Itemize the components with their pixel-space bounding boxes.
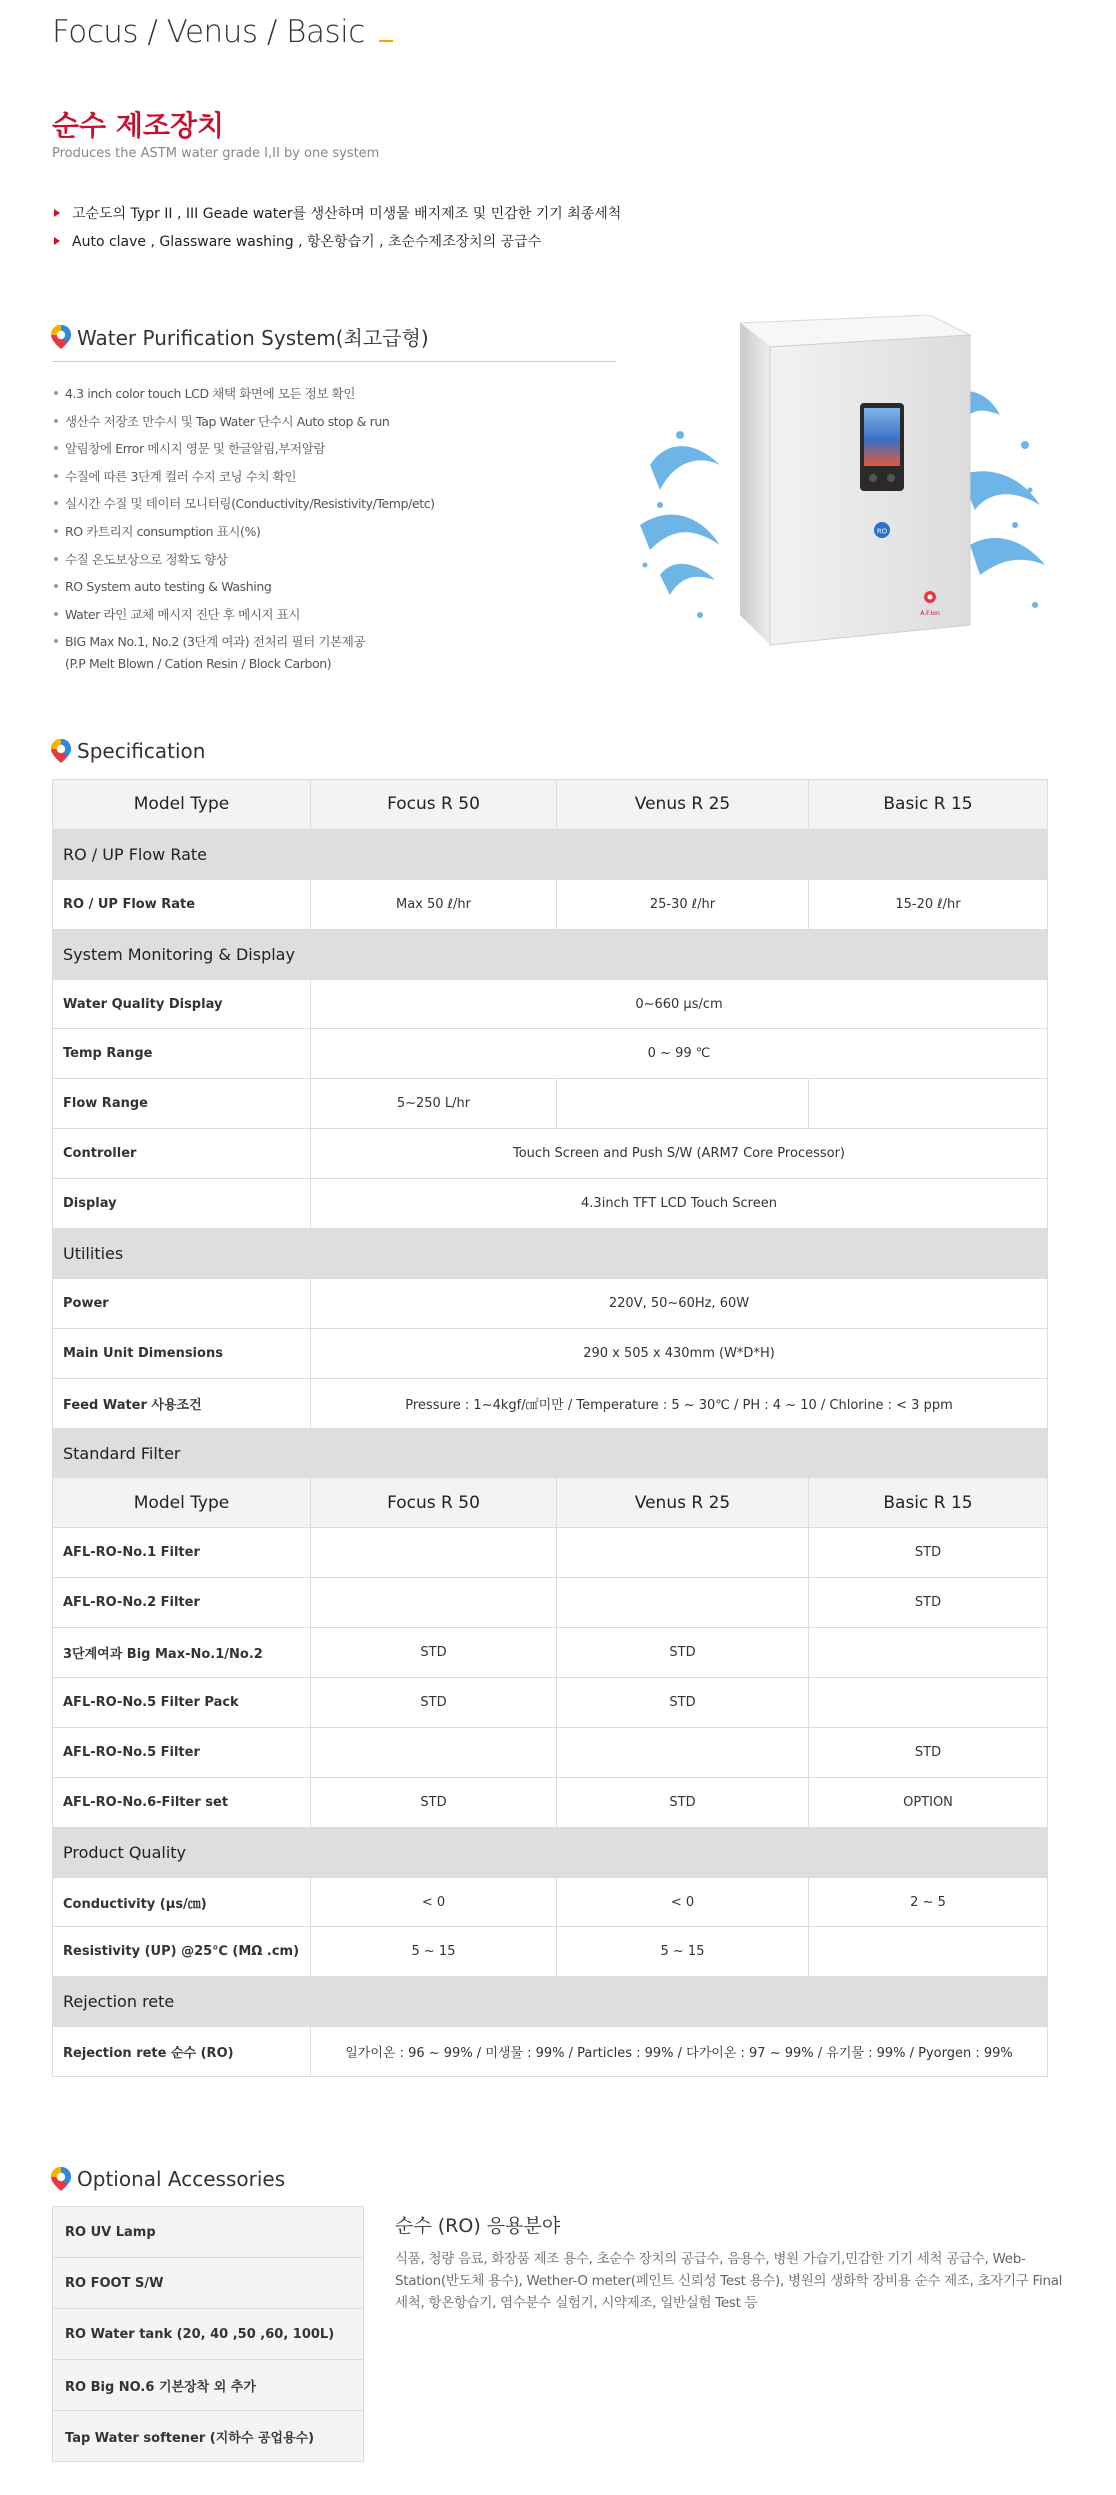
bullet-dot-icon — [54, 419, 58, 423]
row-value: STD — [809, 1528, 1048, 1578]
table-row — [53, 1927, 1048, 1977]
row-value — [557, 1578, 809, 1628]
header-cell: Basic R 15 — [809, 780, 1048, 830]
specification-table — [52, 779, 1048, 2077]
row-value: 일가이온 : 96 ~ 99% / 미생물 : 99% / Particles : 99% / 다가이온 : 97 ~ 99% / 유기물 : 99% / Pyorgen : 99% — [311, 2027, 1048, 2077]
row-label: Power — [53, 1278, 311, 1328]
row-label: AFL-RO-No.2 Filter — [53, 1578, 311, 1628]
row-value — [809, 1678, 1048, 1728]
bullet-dot-icon — [54, 612, 58, 616]
feature-item: RO 카트리지 consumption 표시(%) — [54, 518, 435, 546]
feature-sub: (P.P Melt Blown / Cation Resin / Block Carbon) — [65, 655, 332, 671]
row-value — [557, 1727, 809, 1777]
row-label: 3단계여과 Big Max-No.1/No.2 — [53, 1628, 311, 1678]
row-value: 5~250 L/hr — [311, 1079, 557, 1129]
bullet-dot-icon — [54, 639, 58, 643]
bullet-dot-icon — [54, 557, 58, 561]
feature-item: RO System auto testing & Washing — [54, 573, 435, 601]
table-header-row — [53, 1478, 1048, 1528]
feature-item: 실시간 수질 및 데이터 모니터링(Conductivity/Resistivity/Temp/etc) — [54, 490, 435, 518]
subheading: Produces the ASTM water grade I,II by one system — [52, 146, 380, 161]
wps-title: Water Purification System(최고급형) — [77, 326, 429, 350]
bullet-dot-icon — [54, 446, 58, 450]
table-row — [53, 1777, 1048, 1827]
row-value: 290 x 505 x 430mm (W*D*H) — [311, 1328, 1048, 1378]
row-label: AFL-RO-No.1 Filter — [53, 1528, 311, 1578]
row-label: AFL-RO-No.6-Filter set — [53, 1777, 311, 1827]
header-cell: Focus R 50 — [311, 1478, 557, 1528]
header-cell: Basic R 15 — [809, 1478, 1048, 1528]
category-row — [53, 829, 1048, 879]
row-value: Pressure : 1~4kgf/㎠미만 / Temperature : 5 ~ 30℃ / PH : 4 ~ 10 / Chlorine : < 3 ppm — [311, 1378, 1048, 1428]
page-title-text: Focus / Venus / Basic — [52, 14, 365, 50]
category-row — [53, 1229, 1048, 1279]
category-label: System Monitoring & Display — [53, 929, 1048, 979]
row-label: Controller — [53, 1129, 311, 1179]
row-value: 5 ~ 15 — [557, 1927, 809, 1977]
divider — [52, 361, 616, 362]
row-label: Water Quality Display — [53, 979, 311, 1029]
row-label: Rejection rete 순수 (RO) — [53, 2027, 311, 2077]
row-value: STD — [311, 1678, 557, 1728]
bullet-dot-icon — [54, 584, 58, 588]
table-row — [53, 1278, 1048, 1328]
category-row — [53, 1428, 1048, 1478]
row-label: RO / UP Flow Rate — [53, 879, 311, 929]
table-row — [53, 1578, 1048, 1628]
accessory-row — [53, 2258, 364, 2309]
row-label: Feed Water 사용조건 — [53, 1378, 311, 1428]
row-value: OPTION — [809, 1777, 1048, 1827]
bullet-dot-icon — [54, 529, 58, 533]
table-row — [53, 1328, 1048, 1378]
row-label: Flow Range — [53, 1079, 311, 1129]
row-label: Conductivity (μs/㎝) — [53, 1877, 311, 1927]
main-heading: 순수 제조장치 — [52, 109, 225, 142]
table-row — [53, 1079, 1048, 1129]
category-row — [53, 1827, 1048, 1877]
wps-section-header — [50, 322, 429, 351]
application-text: 식품, 청량 음료, 화장품 제조 용수, 초순수 장치의 공급수, 음용수, 병원 가습기,민감한 기기 세척 공급수, Web-Station(반도체 용수), Wether-O meter(페인트 신뢰성 Test 용수), 병원의 생화학 장비용 순수 제조, 초자기구 Final 세척, 항온항습기, 염수분수 실험기, 시약제조, 일반실험 Test 등 — [395, 2251, 1063, 2311]
bullet-dot-icon — [54, 474, 58, 478]
row-value: 4.3inch TFT LCD Touch Screen — [311, 1179, 1048, 1229]
map-pin-icon — [50, 2166, 72, 2192]
row-value: Max 50 ℓ/hr — [311, 879, 557, 929]
table-row — [53, 1179, 1048, 1229]
device-brand: A.F.Ion — [920, 610, 940, 617]
table-row — [53, 1129, 1048, 1179]
accessory-item: RO FOOT S/W — [53, 2258, 364, 2309]
triangle-bullet-icon — [54, 209, 60, 217]
row-value — [557, 1528, 809, 1578]
row-value — [311, 1528, 557, 1578]
row-value: 25-30 ℓ/hr — [557, 879, 809, 929]
row-label: Resistivity (UP) @25℃ (MΩ .cm) — [53, 1927, 311, 1977]
category-label: Rejection rete — [53, 1977, 1048, 2027]
category-row — [53, 1977, 1048, 2027]
header-cell: Focus R 50 — [311, 780, 557, 830]
table-row — [53, 1628, 1048, 1678]
header-cell: Model Type — [53, 780, 311, 830]
accessory-row — [53, 2309, 364, 2360]
header-cell: Model Type — [53, 1478, 311, 1528]
feature-item: Water 라인 교체 메시지 진단 후 메시지 표시 — [54, 601, 435, 629]
accessory-item: RO UV Lamp — [53, 2207, 364, 2258]
row-label: AFL-RO-No.5 Filter Pack — [53, 1678, 311, 1728]
row-value — [809, 1927, 1048, 1977]
row-label: Display — [53, 1179, 311, 1229]
row-value: STD — [809, 1578, 1048, 1628]
header-cell: Venus R 25 — [557, 780, 809, 830]
row-value: 2 ~ 5 — [809, 1877, 1048, 1927]
row-value — [809, 1079, 1048, 1129]
title-underscore — [379, 40, 393, 42]
row-value: 0~660 μs/cm — [311, 979, 1048, 1029]
feature-item: 수질 온도보상으로 정확도 향상 — [54, 546, 435, 574]
feature-item: BIG Max No.1, No.2 (3단계 여과) 전처리 필터 기본제공 — [54, 628, 435, 656]
category-label: RO / UP Flow Rate — [53, 829, 1048, 879]
row-value: 220V, 50~60Hz, 60W — [311, 1278, 1048, 1328]
table-row — [53, 1528, 1048, 1578]
table-row — [53, 879, 1048, 929]
intro-item — [54, 228, 621, 256]
feature-item: 수질에 따른 3단계 컬러 수지 코닝 수치 확인 — [54, 463, 435, 491]
intro-list — [54, 200, 621, 256]
row-label: AFL-RO-No.5 Filter — [53, 1727, 311, 1777]
map-pin-icon — [50, 324, 72, 350]
row-value: < 0 — [311, 1877, 557, 1927]
accessories-table — [52, 2206, 364, 2462]
device-badge: RO — [876, 527, 888, 536]
header-cell: Venus R 25 — [557, 1478, 809, 1528]
page-title — [52, 14, 393, 50]
table-row — [53, 1727, 1048, 1777]
row-label: Temp Range — [53, 1029, 311, 1079]
table-row — [53, 1378, 1048, 1428]
table-row — [53, 1029, 1048, 1079]
intro-item-text: Auto clave , Glassware washing , 항온항습기 , 초순수제조장치의 공급수 — [72, 234, 542, 250]
feature-item: 알림창에 Error 메시지 영문 및 한글알림,부저알람 — [54, 435, 435, 463]
accessory-row — [53, 2360, 364, 2411]
row-value: STD — [557, 1628, 809, 1678]
spec-title: Specification — [77, 739, 206, 763]
table-row — [53, 979, 1048, 1029]
intro-item — [54, 200, 621, 228]
row-value: STD — [311, 1628, 557, 1678]
bullet-dot-icon — [54, 391, 58, 395]
accessory-row — [53, 2207, 364, 2258]
category-label: Product Quality — [53, 1827, 1048, 1877]
row-value: STD — [809, 1727, 1048, 1777]
category-label: Standard Filter — [53, 1428, 1048, 1478]
table-row — [53, 1877, 1048, 1927]
table-row — [53, 2027, 1048, 2077]
row-value — [809, 1628, 1048, 1678]
application-title: 순수 (RO) 응용분야 — [395, 2215, 561, 2237]
row-value: STD — [311, 1777, 557, 1827]
row-value: < 0 — [557, 1877, 809, 1927]
water-purifier-device-image — [630, 315, 1050, 660]
accessories-title: Optional Accessories — [77, 2167, 286, 2191]
category-label: Utilities — [53, 1229, 1048, 1279]
triangle-bullet-icon — [54, 237, 60, 245]
row-value: 5 ~ 15 — [311, 1927, 557, 1977]
row-value: STD — [557, 1777, 809, 1827]
bullet-dot-icon — [54, 501, 58, 505]
table-header-row — [53, 780, 1048, 830]
accessory-row — [53, 2411, 364, 2462]
intro-item-text: 고순도의 Typr II , III Geade water를 생산하며 미생물 배지제조 및 민감한 기기 최종세척 — [72, 206, 622, 222]
row-value: Touch Screen and Push S/W (ARM7 Core Processor) — [311, 1129, 1048, 1179]
accessory-item: RO Big NO.6 기본장착 외 추가 — [53, 2360, 364, 2411]
accessory-item: Tap Water softener (지하수 공업용수) — [53, 2411, 364, 2462]
row-value — [557, 1079, 809, 1129]
feature-item: 4.3 inch color touch LCD 채택 화면에 모든 정보 확인 — [54, 380, 435, 408]
accessory-item: RO Water tank (20, 40 ,50 ,60, 100L) — [53, 2309, 364, 2360]
row-value: 0 ~ 99 ℃ — [311, 1029, 1048, 1079]
table-row — [53, 1678, 1048, 1728]
map-pin-icon — [50, 738, 72, 764]
row-value: 15-20 ℓ/hr — [809, 879, 1048, 929]
row-value — [311, 1578, 557, 1628]
row-label: Main Unit Dimensions — [53, 1328, 311, 1378]
category-row — [53, 929, 1048, 979]
row-value: STD — [557, 1678, 809, 1728]
feature-list — [54, 380, 435, 678]
feature-item: 생산수 저장조 만수시 및 Tap Water 단수시 Auto stop & run — [54, 408, 435, 436]
row-value — [311, 1727, 557, 1777]
accessories-section-header — [50, 2166, 285, 2192]
spec-section-header — [50, 738, 205, 764]
